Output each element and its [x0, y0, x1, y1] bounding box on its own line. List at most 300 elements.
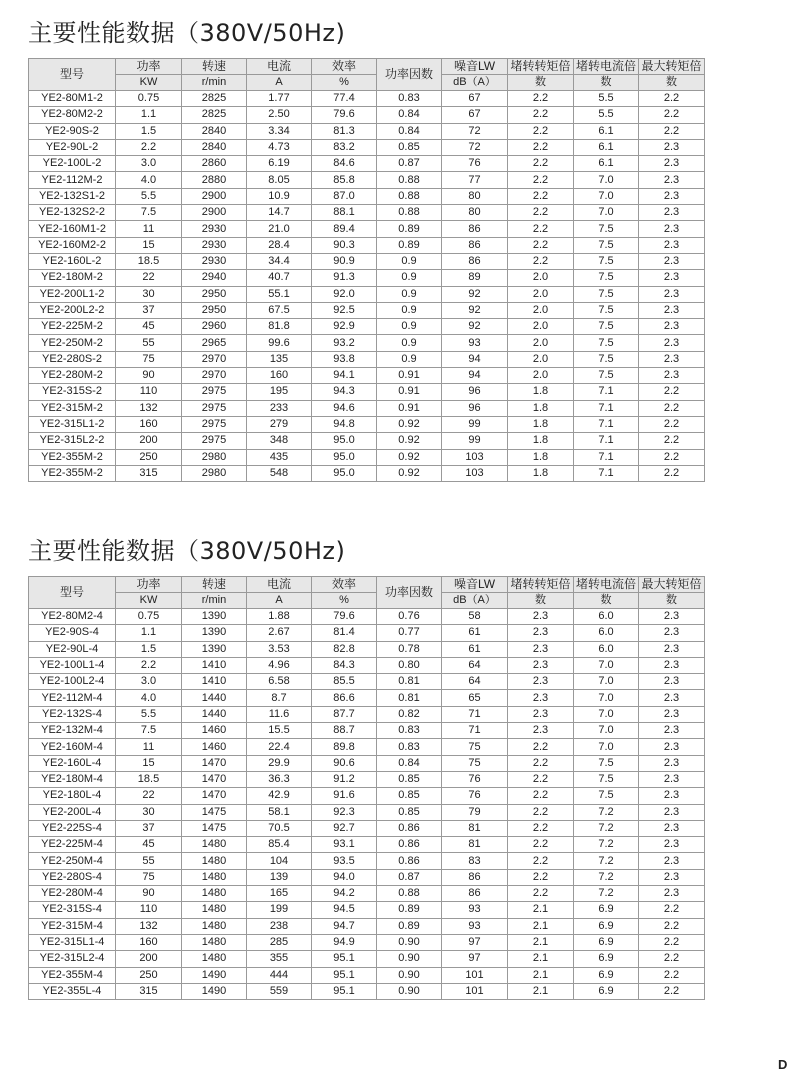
cell-noise: 92	[442, 302, 508, 318]
cell-current: 8.05	[247, 172, 312, 188]
cell-locked-current: 7.5	[574, 270, 639, 286]
cell-noise: 89	[442, 270, 508, 286]
cell-power-factor: 0.90	[377, 983, 442, 999]
cell-power: 2.2	[116, 139, 182, 155]
cell-speed: 1390	[182, 609, 247, 625]
table-row	[29, 755, 705, 771]
table-row	[29, 902, 705, 918]
table-row	[29, 690, 705, 706]
cell-noise: 99	[442, 416, 508, 432]
table-row	[29, 967, 705, 983]
cell-locked-current: 6.0	[574, 609, 639, 625]
cell-current: 1.88	[247, 609, 312, 625]
cell-power: 5.5	[116, 706, 182, 722]
cell-speed: 2975	[182, 400, 247, 416]
cell-current: 4.96	[247, 657, 312, 673]
cell-efficiency: 94.7	[312, 918, 377, 934]
cell-speed: 1480	[182, 886, 247, 902]
cell-current: 4.73	[247, 139, 312, 155]
cell-power-factor: 0.89	[377, 221, 442, 237]
cell-current: 10.9	[247, 188, 312, 204]
header-current: 电流	[247, 577, 312, 593]
cell-current: 285	[247, 934, 312, 950]
header-speed: 转速	[182, 577, 247, 593]
cell-max-torque: 2.2	[639, 384, 705, 400]
header-noise-unit: dB（A）	[442, 75, 508, 91]
cell-locked-current: 7.0	[574, 188, 639, 204]
table-row	[29, 983, 705, 999]
cell-power: 11	[116, 221, 182, 237]
cell-power: 37	[116, 302, 182, 318]
table-row	[29, 368, 705, 384]
cell-power-factor: 0.9	[377, 335, 442, 351]
cell-efficiency: 83.2	[312, 139, 377, 155]
cell-noise: 93	[442, 902, 508, 918]
cell-current: 279	[247, 416, 312, 432]
cell-noise: 75	[442, 739, 508, 755]
cell-max-torque: 2.3	[639, 674, 705, 690]
cell-model: YE2-315L1-4	[29, 934, 116, 950]
cell-speed: 2965	[182, 335, 247, 351]
table-row	[29, 771, 705, 787]
cell-model: YE2-80M2-4	[29, 609, 116, 625]
performance-section-2	[28, 536, 705, 1000]
cell-model: YE2-355M-2	[29, 465, 116, 481]
cell-noise: 71	[442, 723, 508, 739]
cell-model: YE2-160M-4	[29, 739, 116, 755]
header-efficiency: 效率	[312, 59, 377, 75]
cell-speed: 2900	[182, 205, 247, 221]
cell-power: 22	[116, 270, 182, 286]
header-locked-torque: 堵转转矩倍	[508, 59, 574, 75]
cell-max-torque: 2.2	[639, 416, 705, 432]
cell-power: 55	[116, 335, 182, 351]
table-body	[29, 609, 705, 1000]
cell-efficiency: 95.1	[312, 951, 377, 967]
cell-speed: 1480	[182, 934, 247, 950]
cell-current: 70.5	[247, 820, 312, 836]
cell-power-factor: 0.92	[377, 465, 442, 481]
cell-efficiency: 95.0	[312, 433, 377, 449]
table-row	[29, 951, 705, 967]
cell-noise: 76	[442, 156, 508, 172]
table-row	[29, 837, 705, 853]
cell-locked-torque: 2.1	[508, 934, 574, 950]
cell-power-factor: 0.91	[377, 368, 442, 384]
cell-current: 34.4	[247, 253, 312, 269]
cell-current: 165	[247, 886, 312, 902]
cell-max-torque: 2.3	[639, 625, 705, 641]
cell-max-torque: 2.2	[639, 400, 705, 416]
cell-efficiency: 91.6	[312, 788, 377, 804]
cell-model: YE2-180M-4	[29, 771, 116, 787]
cell-model: YE2-132M-4	[29, 723, 116, 739]
header-locked-torque: 堵转转矩倍	[508, 577, 574, 593]
cell-noise: 101	[442, 967, 508, 983]
cell-efficiency: 94.1	[312, 368, 377, 384]
cell-speed: 1480	[182, 918, 247, 934]
cell-locked-torque: 2.2	[508, 123, 574, 139]
cell-model: YE2-315L1-2	[29, 416, 116, 432]
cell-current: 22.4	[247, 739, 312, 755]
header-speed: 转速	[182, 59, 247, 75]
cell-power: 18.5	[116, 771, 182, 787]
cell-noise: 86	[442, 886, 508, 902]
cell-max-torque: 2.2	[639, 465, 705, 481]
table-row	[29, 335, 705, 351]
header-locked-current-unit: 数	[574, 593, 639, 609]
cell-locked-current: 7.5	[574, 237, 639, 253]
cell-max-torque: 2.3	[639, 609, 705, 625]
cell-model: YE2-160M2-2	[29, 237, 116, 253]
cell-power-factor: 0.88	[377, 172, 442, 188]
cell-power: 90	[116, 886, 182, 902]
cell-power-factor: 0.78	[377, 641, 442, 657]
cell-speed: 2840	[182, 123, 247, 139]
cell-max-torque: 2.3	[639, 237, 705, 253]
header-efficiency-unit: %	[312, 593, 377, 609]
cell-model: YE2-132S-4	[29, 706, 116, 722]
cell-noise: 93	[442, 335, 508, 351]
cell-model: YE2-315S-2	[29, 384, 116, 400]
cell-efficiency: 94.2	[312, 886, 377, 902]
cell-locked-torque: 2.2	[508, 788, 574, 804]
header-current-unit: A	[247, 593, 312, 609]
cell-model: YE2-225M-2	[29, 319, 116, 335]
cell-locked-current: 6.0	[574, 641, 639, 657]
table-row	[29, 869, 705, 885]
cell-current: 435	[247, 449, 312, 465]
cell-locked-current: 7.2	[574, 820, 639, 836]
cell-power: 7.5	[116, 723, 182, 739]
cell-locked-torque: 2.3	[508, 690, 574, 706]
cell-power: 250	[116, 449, 182, 465]
cell-speed: 1440	[182, 690, 247, 706]
cell-model: YE2-315L2-2	[29, 433, 116, 449]
cell-model: YE2-90S-4	[29, 625, 116, 641]
cell-noise: 81	[442, 820, 508, 836]
cell-model: YE2-160L-4	[29, 755, 116, 771]
cell-efficiency: 84.3	[312, 657, 377, 673]
header-locked-current: 堵转电流倍	[574, 577, 639, 593]
cell-max-torque: 2.2	[639, 934, 705, 950]
cell-speed: 2940	[182, 270, 247, 286]
cell-model: YE2-200L2-2	[29, 302, 116, 318]
cell-locked-torque: 1.8	[508, 400, 574, 416]
cell-current: 67.5	[247, 302, 312, 318]
cell-power: 2.2	[116, 657, 182, 673]
cell-locked-current: 6.0	[574, 625, 639, 641]
cell-current: 348	[247, 433, 312, 449]
cell-efficiency: 94.8	[312, 416, 377, 432]
cell-speed: 1410	[182, 657, 247, 673]
cell-locked-torque: 2.3	[508, 706, 574, 722]
cell-model: YE2-250M-4	[29, 853, 116, 869]
cell-power-factor: 0.83	[377, 739, 442, 755]
table-row	[29, 123, 705, 139]
cell-max-torque: 2.3	[639, 804, 705, 820]
cell-speed: 2950	[182, 302, 247, 318]
cell-max-torque: 2.3	[639, 302, 705, 318]
cell-efficiency: 89.8	[312, 739, 377, 755]
cell-power-factor: 0.92	[377, 433, 442, 449]
cell-locked-torque: 2.0	[508, 270, 574, 286]
cell-efficiency: 82.8	[312, 641, 377, 657]
cell-power: 110	[116, 384, 182, 400]
table-row	[29, 934, 705, 950]
cell-speed: 2860	[182, 156, 247, 172]
cell-noise: 72	[442, 123, 508, 139]
cell-efficiency: 90.3	[312, 237, 377, 253]
cell-power-factor: 0.84	[377, 123, 442, 139]
cell-current: 3.34	[247, 123, 312, 139]
cell-noise: 58	[442, 609, 508, 625]
cell-locked-current: 6.9	[574, 902, 639, 918]
cell-model: YE2-132S2-2	[29, 205, 116, 221]
table-row	[29, 657, 705, 673]
cell-power: 7.5	[116, 205, 182, 221]
cell-noise: 86	[442, 869, 508, 885]
cell-power: 0.75	[116, 609, 182, 625]
cell-efficiency: 87.0	[312, 188, 377, 204]
cell-max-torque: 2.3	[639, 286, 705, 302]
cell-speed: 2975	[182, 384, 247, 400]
cell-model: YE2-200L1-2	[29, 286, 116, 302]
cell-locked-torque: 2.2	[508, 837, 574, 853]
cell-noise: 81	[442, 837, 508, 853]
cell-locked-current: 7.1	[574, 465, 639, 481]
cell-noise: 76	[442, 771, 508, 787]
cell-noise: 77	[442, 172, 508, 188]
cell-current: 11.6	[247, 706, 312, 722]
cell-efficiency: 94.9	[312, 934, 377, 950]
cell-efficiency: 94.5	[312, 902, 377, 918]
cell-speed: 2960	[182, 319, 247, 335]
cell-max-torque: 2.3	[639, 172, 705, 188]
header-efficiency-unit: %	[312, 75, 377, 91]
cell-power: 200	[116, 433, 182, 449]
cell-efficiency: 93.8	[312, 351, 377, 367]
cell-locked-torque: 2.2	[508, 739, 574, 755]
cell-locked-current: 7.1	[574, 416, 639, 432]
cell-locked-torque: 2.0	[508, 335, 574, 351]
cell-model: YE2-112M-4	[29, 690, 116, 706]
header-noise: 噪音LW	[442, 577, 508, 593]
cell-power: 110	[116, 902, 182, 918]
cell-power: 5.5	[116, 188, 182, 204]
cell-model: YE2-315M-4	[29, 918, 116, 934]
cell-locked-torque: 1.8	[508, 449, 574, 465]
cell-locked-torque: 2.2	[508, 804, 574, 820]
cell-power-factor: 0.90	[377, 967, 442, 983]
cell-efficiency: 86.6	[312, 690, 377, 706]
cell-max-torque: 2.3	[639, 205, 705, 221]
cell-speed: 2980	[182, 449, 247, 465]
cell-efficiency: 91.2	[312, 771, 377, 787]
cell-model: YE2-180L-4	[29, 788, 116, 804]
cell-efficiency: 95.1	[312, 983, 377, 999]
cell-max-torque: 2.3	[639, 351, 705, 367]
cell-power-factor: 0.84	[377, 107, 442, 123]
cell-locked-current: 7.0	[574, 723, 639, 739]
table-body	[29, 91, 705, 482]
cell-current: 135	[247, 351, 312, 367]
cell-noise: 75	[442, 755, 508, 771]
cell-power-factor: 0.89	[377, 902, 442, 918]
table-row	[29, 188, 705, 204]
cell-current: 355	[247, 951, 312, 967]
cell-current: 238	[247, 918, 312, 934]
cell-locked-torque: 2.2	[508, 853, 574, 869]
cell-locked-current: 6.9	[574, 934, 639, 950]
performance-table-2pole	[28, 58, 705, 482]
table-row	[29, 286, 705, 302]
cell-noise: 101	[442, 983, 508, 999]
cell-max-torque: 2.2	[639, 123, 705, 139]
cell-locked-current: 7.1	[574, 400, 639, 416]
cell-current: 6.19	[247, 156, 312, 172]
cell-locked-torque: 2.0	[508, 319, 574, 335]
cell-efficiency: 95.0	[312, 465, 377, 481]
header-power: 功率	[116, 577, 182, 593]
cell-model: YE2-100L-2	[29, 156, 116, 172]
header-max-torque-unit: 数	[639, 75, 705, 91]
cell-locked-torque: 2.2	[508, 188, 574, 204]
cell-efficiency: 87.7	[312, 706, 377, 722]
cell-efficiency: 94.3	[312, 384, 377, 400]
performance-section-1	[28, 18, 705, 482]
cell-locked-torque: 2.2	[508, 755, 574, 771]
cell-power-factor: 0.9	[377, 286, 442, 302]
cell-power: 55	[116, 853, 182, 869]
cell-locked-torque: 2.2	[508, 205, 574, 221]
cell-max-torque: 2.2	[639, 967, 705, 983]
header-noise: 噪音LW	[442, 59, 508, 75]
cell-max-torque: 2.3	[639, 641, 705, 657]
cell-power-factor: 0.81	[377, 674, 442, 690]
cell-power-factor: 0.91	[377, 384, 442, 400]
cell-power-factor: 0.85	[377, 139, 442, 155]
table-row	[29, 253, 705, 269]
cell-max-torque: 2.3	[639, 723, 705, 739]
cell-noise: 93	[442, 918, 508, 934]
table-row	[29, 723, 705, 739]
cell-max-torque: 2.3	[639, 739, 705, 755]
cell-locked-current: 7.2	[574, 853, 639, 869]
cell-speed: 1480	[182, 837, 247, 853]
cell-locked-current: 6.1	[574, 139, 639, 155]
cell-locked-current: 7.1	[574, 433, 639, 449]
performance-table-4pole	[28, 576, 705, 1000]
header-speed-unit: r/min	[182, 75, 247, 91]
cell-current: 6.58	[247, 674, 312, 690]
cell-model: YE2-315S-4	[29, 902, 116, 918]
cell-speed: 1460	[182, 723, 247, 739]
cell-max-torque: 2.2	[639, 983, 705, 999]
cell-current: 139	[247, 869, 312, 885]
cell-efficiency: 92.7	[312, 820, 377, 836]
cell-max-torque: 2.3	[639, 706, 705, 722]
cell-max-torque: 2.3	[639, 657, 705, 673]
cell-max-torque: 2.3	[639, 886, 705, 902]
cell-speed: 1490	[182, 967, 247, 983]
table-row	[29, 156, 705, 172]
table-row	[29, 853, 705, 869]
cell-noise: 67	[442, 91, 508, 107]
table-row	[29, 139, 705, 155]
cell-speed: 2930	[182, 253, 247, 269]
cell-locked-torque: 2.2	[508, 91, 574, 107]
cell-model: YE2-180M-2	[29, 270, 116, 286]
cell-efficiency: 81.3	[312, 123, 377, 139]
cell-speed: 1460	[182, 739, 247, 755]
cell-locked-torque: 2.3	[508, 723, 574, 739]
cell-current: 559	[247, 983, 312, 999]
cell-model: YE2-200L-4	[29, 804, 116, 820]
cell-current: 160	[247, 368, 312, 384]
cell-power-factor: 0.84	[377, 755, 442, 771]
header-max-torque-unit: 数	[639, 593, 705, 609]
cell-efficiency: 89.4	[312, 221, 377, 237]
cell-locked-torque: 1.8	[508, 433, 574, 449]
cell-noise: 97	[442, 934, 508, 950]
table-row	[29, 221, 705, 237]
cell-speed: 2825	[182, 91, 247, 107]
cell-efficiency: 91.3	[312, 270, 377, 286]
cell-model: YE2-90L-2	[29, 139, 116, 155]
header-current-unit: A	[247, 75, 312, 91]
cell-locked-current: 6.1	[574, 123, 639, 139]
cell-current: 85.4	[247, 837, 312, 853]
cell-power: 132	[116, 918, 182, 934]
cell-power-factor: 0.80	[377, 657, 442, 673]
cell-efficiency: 95.0	[312, 449, 377, 465]
cell-noise: 92	[442, 319, 508, 335]
cell-locked-current: 7.0	[574, 205, 639, 221]
cell-efficiency: 93.5	[312, 853, 377, 869]
cell-power: 22	[116, 788, 182, 804]
header-locked-current-unit: 数	[574, 75, 639, 91]
table-row	[29, 820, 705, 836]
cell-locked-current: 6.9	[574, 918, 639, 934]
cell-locked-current: 7.5	[574, 351, 639, 367]
cell-locked-current: 7.5	[574, 319, 639, 335]
header-efficiency: 效率	[312, 577, 377, 593]
cell-max-torque: 2.3	[639, 788, 705, 804]
cell-model: YE2-132S1-2	[29, 188, 116, 204]
cell-efficiency: 88.7	[312, 723, 377, 739]
cell-model: YE2-160M1-2	[29, 221, 116, 237]
header-speed-unit: r/min	[182, 593, 247, 609]
cell-locked-torque: 2.1	[508, 967, 574, 983]
table-row	[29, 400, 705, 416]
cell-current: 21.0	[247, 221, 312, 237]
cell-power: 1.1	[116, 625, 182, 641]
cell-noise: 71	[442, 706, 508, 722]
cell-efficiency: 92.9	[312, 319, 377, 335]
cell-locked-current: 7.2	[574, 837, 639, 853]
cell-speed: 1410	[182, 674, 247, 690]
cell-locked-current: 7.1	[574, 449, 639, 465]
cell-model: YE2-280S-2	[29, 351, 116, 367]
cell-locked-current: 7.2	[574, 869, 639, 885]
cell-speed: 2930	[182, 221, 247, 237]
cell-locked-current: 7.0	[574, 739, 639, 755]
cell-model: YE2-80M1-2	[29, 91, 116, 107]
section-title: 主要性能数据（380V/50Hz)	[28, 537, 346, 565]
cell-speed: 2980	[182, 465, 247, 481]
cell-noise: 86	[442, 237, 508, 253]
